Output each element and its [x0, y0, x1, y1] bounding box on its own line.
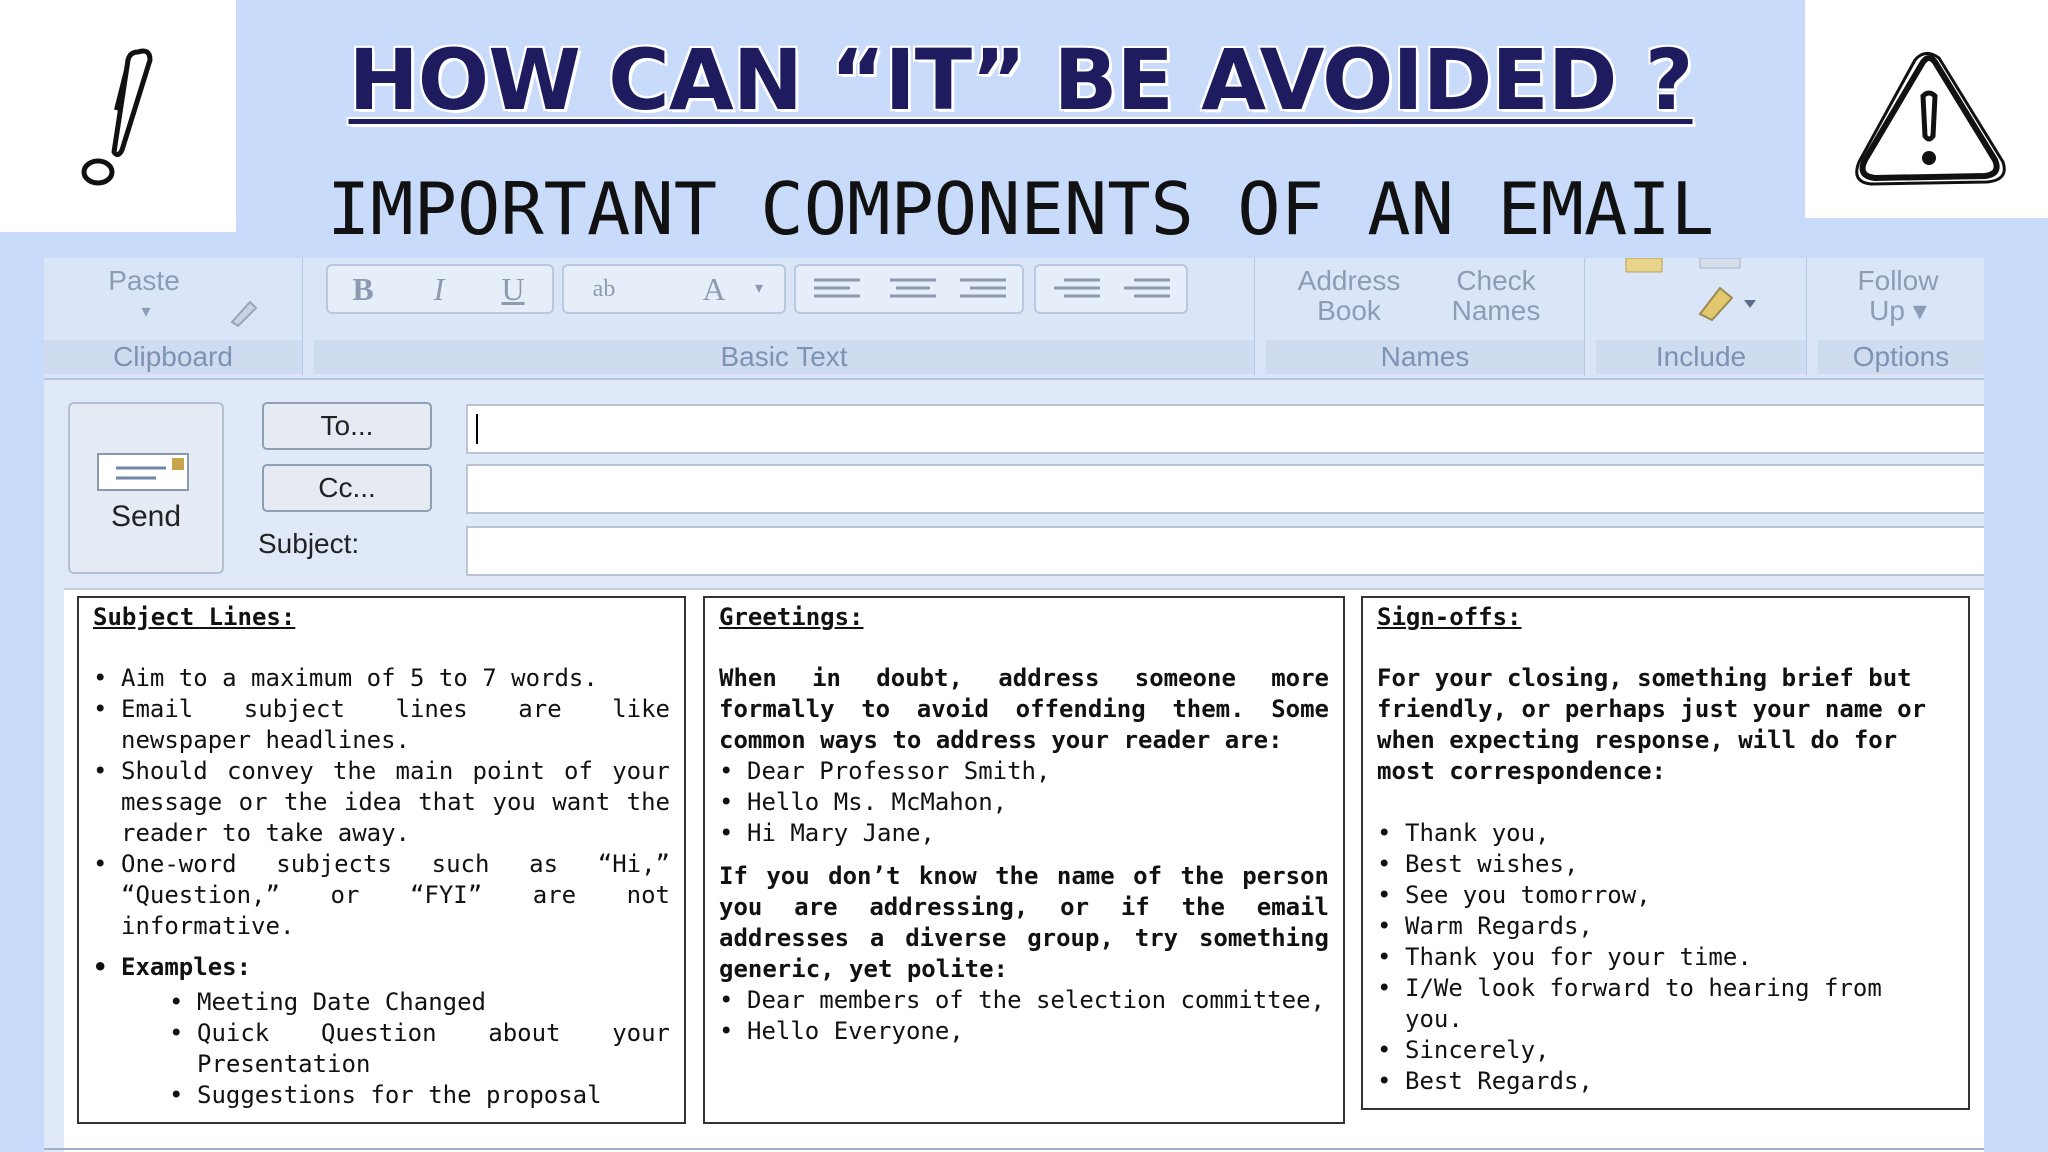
exclamation-mark-icon: [0, 0, 236, 232]
list-item: • Meeting Date Changed: [169, 987, 670, 1018]
greetings-intro-generic: If you don’t know the name of the person you are addressing, or if the email addresses a diverse group, try something generic, yet polite:: [719, 862, 1329, 983]
ribbon-group-names: [1266, 258, 1585, 376]
sign-offs-list: [1377, 818, 1954, 1097]
check-names-label-line2: Names: [1451, 295, 1541, 326]
indent-buttons-icons[interactable]: [1050, 276, 1180, 304]
paste-button[interactable]: Paste: [108, 265, 180, 296]
left-corner-panel: [0, 0, 236, 232]
ribbon: [44, 258, 1984, 380]
list-item: • Hello Everyone,: [719, 1016, 1329, 1047]
clipboard-group-label: Clipboard: [44, 340, 302, 374]
subject-lines-list: [93, 663, 670, 983]
warning-triangle-icon: [1805, 0, 2048, 218]
examples-label: • Examples:: [93, 952, 670, 983]
paste-dropdown-icon[interactable]: ▾: [141, 301, 151, 321]
subject-lines-heading: Subject Lines:: [93, 603, 296, 631]
italic-button[interactable]: I: [433, 271, 445, 307]
examples-list: [169, 987, 670, 1111]
basic-text-group-label: Basic Text: [314, 340, 1254, 374]
subject-label: Subject:: [258, 528, 360, 559]
list-item: • Dear Professor Smith,: [719, 756, 1329, 787]
list-item: • One-word subjects such as “Hi,” “Question,” or “FYI” are not informative.: [93, 849, 670, 942]
highlight-color-group: [562, 264, 786, 314]
list-item: • Dear members of the selection committee,: [719, 985, 1329, 1016]
send-button[interactable]: [68, 402, 224, 574]
sign-offs-heading: Sign-offs:: [1377, 603, 1522, 631]
text-caret: [476, 414, 478, 444]
follow-up-label-line2: Up ▾: [1869, 295, 1927, 326]
cc-button[interactable]: Cc...: [262, 464, 432, 512]
names-group-label: Names: [1266, 340, 1584, 374]
greetings-heading: Greetings:: [719, 603, 864, 631]
follow-up-label-line1: Follow: [1857, 265, 1939, 296]
underline-button[interactable]: U: [501, 271, 525, 307]
window-bottom-edge: [44, 1148, 1984, 1150]
list-item: • Suggestions for the proposal: [169, 1080, 670, 1111]
list-item: • See you tomorrow,: [1377, 880, 1954, 911]
ribbon-group-options: [1818, 258, 1984, 376]
sign-offs-intro: For your closing, something brief but friendly, or perhaps just your name or when expecting response, will do for most correspondence:: [1377, 664, 1927, 785]
list-item: • Warm Regards,: [1377, 911, 1954, 942]
list-item: • Best wishes,: [1377, 849, 1954, 880]
send-label: Send: [110, 500, 182, 533]
list-item: • Should convey the main point of your message or the idea that you want the reader to take away.: [93, 756, 670, 849]
list-item: • Aim to a maximum of 5 to 7 words.: [93, 663, 670, 694]
indent-group: [1034, 264, 1188, 314]
greetings-list: [719, 756, 1329, 849]
format-painter-icon[interactable]: [224, 288, 264, 328]
slide-title: HOW CAN “IT” BE AVOIDED ?: [348, 31, 1693, 129]
to-button[interactable]: To...: [262, 402, 432, 450]
sign-offs-card: [1361, 596, 1970, 1110]
right-corner-panel: [1805, 0, 2048, 218]
ribbon-group-clipboard: [44, 258, 303, 376]
bold-button[interactable]: B: [352, 271, 374, 307]
list-item: • Hello Ms. McMahon,: [719, 787, 1329, 818]
list-item: • Hi Mary Jane,: [719, 818, 1329, 849]
include-group-label: Include: [1596, 340, 1806, 374]
bold-italic-underline-group: [326, 264, 554, 314]
list-item: • Email subject lines are like newspaper headlines.: [93, 694, 670, 756]
list-item: • Thank you for your time.: [1377, 942, 1954, 973]
align-buttons-icons[interactable]: [810, 276, 1010, 304]
address-book-button[interactable]: [1274, 266, 1424, 326]
greetings-card: [703, 596, 1345, 1124]
font-color-button[interactable]: A: [702, 271, 726, 307]
check-names-button[interactable]: [1426, 266, 1566, 326]
subject-lines-card: [77, 596, 686, 1124]
cc-field[interactable]: [466, 464, 1984, 514]
alignment-group: [794, 264, 1024, 314]
list-item: • Thank you,: [1377, 818, 1954, 849]
subject-field[interactable]: [466, 526, 1984, 576]
options-group-label: Options: [1818, 340, 1984, 374]
to-field[interactable]: [466, 404, 1984, 454]
greetings-intro: When in doubt, address someone more formally to avoid offending them. Some common ways to address your reader are:: [719, 664, 1329, 754]
list-item: • Quick Question about your Presentation: [169, 1018, 670, 1080]
font-color-dropdown-icon[interactable]: ▾: [754, 280, 764, 297]
attach-icons[interactable]: [1616, 258, 1786, 328]
ribbon-group-include: [1596, 258, 1807, 376]
list-item: • Best Regards,: [1377, 1066, 1954, 1097]
slide-subtitle: IMPORTANT COMPONENTS OF AN EMAIL: [326, 167, 1715, 251]
address-book-label-line1: Address: [1297, 265, 1401, 296]
greetings-generic-list: [719, 985, 1329, 1047]
ribbon-group-basic-text: [314, 258, 1255, 376]
list-item: • I/We look forward to hearing from you.: [1377, 973, 1954, 1035]
check-names-label-line1: Check: [1456, 265, 1536, 296]
envelope-icon: [96, 452, 196, 496]
follow-up-button[interactable]: [1818, 266, 1978, 326]
address-book-label-line2: Book: [1317, 295, 1381, 326]
list-item: • Sincerely,: [1377, 1035, 1954, 1066]
highlight-button[interactable]: ab: [592, 276, 616, 302]
